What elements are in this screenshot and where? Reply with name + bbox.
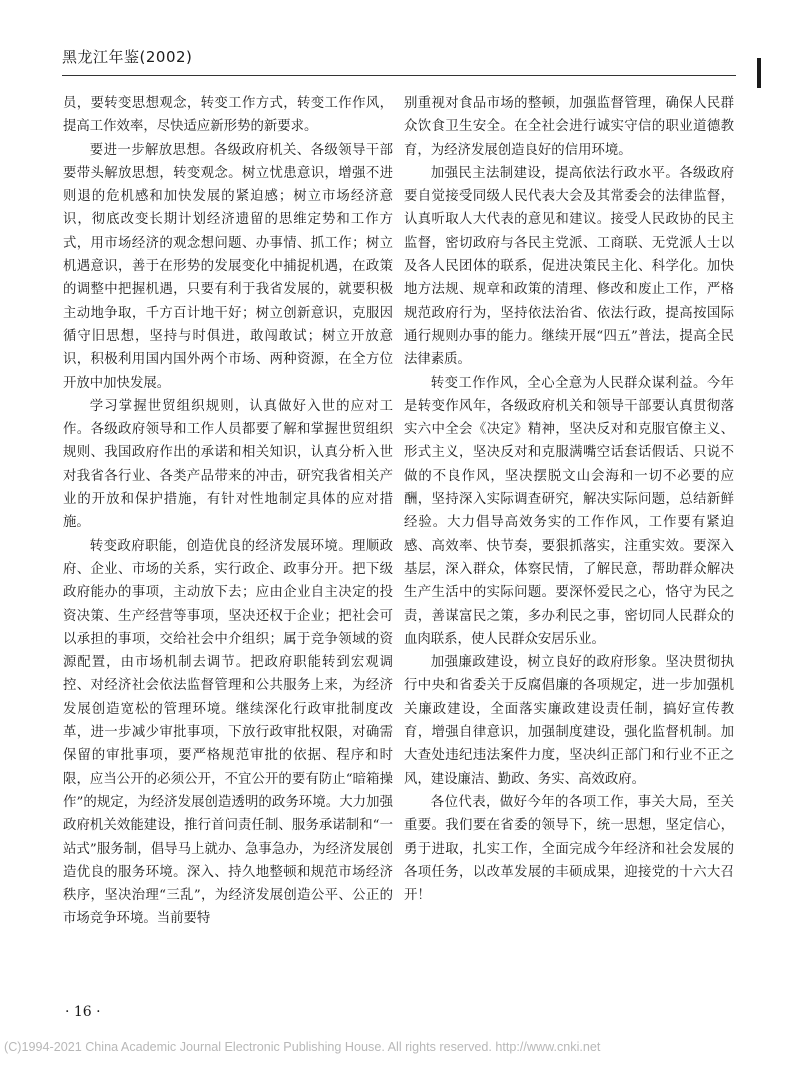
paragraph: 各位代表，做好今年的各项工作，事关大局，至关重要。我们要在省委的领导下，统一思想，坚定信心，勇于进取，扎实工作，全面完成今年经济和社会发展的各项任务，以改革发展的丰硕成果，迎接党的十六大召开！ <box>404 794 734 904</box>
copyright-notice: (C)1994-2021 China Academic Journal Electronic Publishing House. All rights reserved. http://www.cnki.net <box>4 1040 601 1054</box>
running-title: 黑龙江年鉴(2002) <box>62 48 193 66</box>
right-column <box>404 92 734 907</box>
page-edge-mark <box>757 58 761 88</box>
paragraph: 加强廉政建设，树立良好的政府形象。坚决贯彻执行中央和省委关于反腐倡廉的各项规定，进一步加强机关廉政建设，全面落实廉政建设责任制，搞好宣传教育，增强自律意识，加强制度建设，强化监督机制。加大查处违纪违法案件力度，坚决纠正部门和行业不正之风，建设廉洁、勤政、务实、高效政府。 <box>404 655 734 787</box>
paragraph: 学习掌握世贸组织规则，认真做好入世的应对工作。各级政府领导和工作人员都要了解和掌握世贸组织规则、我国政府作出的承诺和相关知识，认真分析入世对我省各行业、各类产品带来的冲击，研究我省相关产业的开放和保护措施，有针对性地制定具体的应对措施。 <box>63 398 393 531</box>
header-rule <box>62 75 736 76</box>
paragraph: 员，要转变思想观念，转变工作方式，转变工作作风，提高工作效率，尽快适应新形势的新要求。 <box>63 96 393 135</box>
paragraph: 要进一步解放思想。各级政府机关、各级领导干部要带头解放思想，转变观念。树立忧患意识，增强不进则退的危机感和加快发展的紧迫感；树立市场经济意识，彻底改变长期计划经济遗留的思维定势和工作方式，用市场经济的观念想问题、办事情、抓工作；树立机遇意识，善于在形势的发展变化中捕捉机遇，在政策的调整中把握机遇，只要有利于我省发展的，就要积极主动地争取，千方百计地干好；树立创新意识，克服因循守旧思想，坚持与时俱进，敢闯敢试；树立开放意识，积极利用国内国外两个市场、两种资源，在全方位开放中加快发展。 <box>63 142 393 391</box>
paragraph: 加强民主法制建设，提高依法行政水平。各级政府要自觉接受同级人民代表大会及其常委会的法律监督，认真听取人大代表的意见和建议。接受人民政协的民主监督，密切政府与各民主党派、工商联、无党派人士以及各人民团体的联系，促进决策民主化、科学化。加快地方法规、规章和政策的清理、修改和废止工作，严格规范政府行为，坚持依法治省、依法行政，提高按国际通行规则办事的能力。继续开展“四五”普法，提高全民法律素质。 <box>404 165 734 368</box>
left-column <box>63 92 393 931</box>
paragraph: 转变政府职能，创造优良的经济发展环境。理顺政府、企业、市场的关系，实行政企、政事分开。把下级政府能办的事项，主动放下去；应由企业自主决定的投资决策、生产经营等事项，坚决还权于企业；把社会可以承担的事项，交给社会中介组织；属于竞争领域的资源配置，由市场机制去调节。把政府职能转到宏观调控、对经济社会依法监督管理和公共服务上来，为经济发展创造宽松的管理环境。继续深化行政审批制度改革，进一步减少审批事项，下放行政审批权限，对确需保留的审批事项，要严格规范审批的依据、程序和时限，应当公开的必须公开，不宜公开的要有防止“暗箱操作”的规定，为经济发展创造透明的政务环境。大力加强政府机关效能建设，推行首问责任制、服务承诺制和“一站式”服务制，倡导马上就办、急事急办，为经济发展创造优良的服务环境。深入、持久地整顿和规范市场经济秩序，坚决治理“三乱”，为经济发展创造公平、公正的市场竞争环境。当前要特 <box>63 538 393 927</box>
paragraph: 别重视对食品市场的整顿，加强监督管理，确保人民群众饮食卫生安全。在全社会进行诚实守信的职业道德教育，为经济发展创造良好的信用环境。 <box>404 96 734 158</box>
paragraph: 转变工作作风，全心全意为人民群众谋利益。今年是转变作风年，各级政府机关和领导干部要认真贯彻落实六中全会《决定》精神，坚决反对和克服官僚主义、形式主义，坚决反对和克服满嘴空话套话假话、只说不做的不良作风，坚决摆脱文山会海和一切不必要的应酬，坚持深入实际调查研究，解决实际问题，总结新鲜经验。大力倡导高效务实的工作作风，工作要有紧迫感、高效率、快节奏，要狠抓落实，注重实效。要深入基层，深入群众，体察民情，了解民意，帮助群众解决生产生活中的实际问题。要深怀爱民之心，恪守为民之责，善谋富民之策，多办利民之事，密切同人民群众的血肉联系，使人民群众安居乐业。 <box>404 375 734 647</box>
page-number: · 16 · <box>65 1004 101 1020</box>
